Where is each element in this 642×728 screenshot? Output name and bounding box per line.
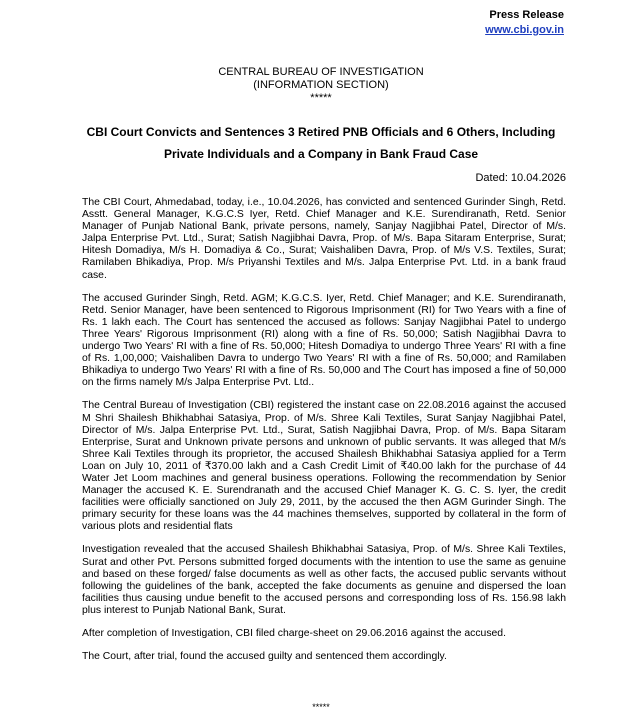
paragraph-case-registration: The Central Bureau of Investigation (CBI) registered the instant case on 22.08.2016 against the accused M Shri Shailesh Bhikhabhai Satasiya, Prop. of M/s. Shree Kali Textiles, Surat Sanjay Nagjibhai Patel, Director of M/s. Jalpa Enterprise Pvt. Ltd., Surat, Satish Nagjibhai Davra, Prop. of M/s. Bapa Sitaram Enterprise, Surat and Unknown private persons and unknown of public servants. It was alleged that M/s Shree Kali Textiles through its proprietor, the accused Shailesh Bhikhabhai Satasiya applied for a Term Loan on July 10, 2011 of ₹370.00 lakh and a Cash Credit Limit of ₹40.00 lakh for the purchase of 44 Water Jet Loom machines and general business operations. Following the recommendation by Senior Manager the accused K. E. Surendranath and the accused Chief Manager K. G. C. S. Iyer, the credit facilities were officially sanctioned on July 29, 2011, by the accused the then AGM Gurinder Singh. The primary security for these loans was the 44 machines themselves, supported by collateral in the form of various plots and residential flats [82,400,566,533]
press-release-header [485,8,564,38]
press-release-label: Press Release [489,9,564,21]
release-date: Dated: 10.04.2026 [475,172,566,184]
title-line-1: CBI Court Convicts and Sentences 3 Retired PNB Officials and 6 Others, Including [86,125,556,139]
paragraph-charge-sheet: After completion of Investigation, CBI filed charge-sheet on 29.06.2016 against the accused. [82,628,506,639]
agency-stars: ***** [310,92,332,104]
paragraph-verdict: The Court, after trial, found the accused guilty and sentenced them accordingly. [82,651,447,663]
press-release-title [60,121,582,165]
end-marker: ***** [312,702,330,712]
paragraph-sentences: The accused Gurinder Singh, Retd. AGM; K.G.C.S. Iyer, Retd. Chief Manager; and K.E. Surendiranath, Retd. Senior Manager, have been sentenced to Rigorous Imprisonment (RI) for Two Years with a fine of Rs. 1 lakh each. The Court has sentenced the accused as follows: Sanjay Nagjibhai Patel to undergo Three Years' Rigorous Imprisonment (RI) along with a fine of Rs. 50,000; Satish Nagjibhai Davra to undergo Two Years' RI with a fine of Rs. 50,000; Hitesh Domadiya to undergo Three Years' RI with a fine of Rs. 1,00,000; Vaishaliben Davra to undergo Two Years' RI with a fine of Rs. 50,000; and Ramilaben Bhikadiya to undergo Two Years' RI with a fine of Rs. 50,000 and The Court has imposed a fine of 50,000 on the firms namely M/s Jalpa Enterprise Pvt. Ltd.. [82,292,566,389]
agency-heading [0,66,642,105]
paragraph-investigation: Investigation revealed that the accused Shailesh Bhikhabhai Satasiya, Prop. of M/s. Shree Kali Textiles, Surat and other Pvt. Persons submitted forged documents with the intention to use the same as genuine and based on these forged/ false documents as well as other facts, the accused public servants without following the guidelines of the bank, accepted the fake documents as genuine and dispersed the loan facilities thus causing undue benefit to the accused persons and corresponding loss of Rs. 156.98 lakh plus interest to Punjab National Bank, Surat. [82,544,566,616]
agency-section: (INFORMATION SECTION) [253,79,389,91]
title-line-2: Private Individuals and a Company in Bank Fraud Case [163,147,479,161]
press-release-body [82,197,566,674]
paragraph-conviction: The CBI Court, Ahmedabad, today, i.e., 10.04.2026, has convicted and sentenced Gurinder Singh, Retd. Asstt. General Manager, K.G.C.S Iyer, Retd. Chief Manager and K.E. Surendiranath, Retd. Senior Manager of Punjab National Bank, private persons, namely, Sanjay Nagjibhai Patel, Director of M/s. Jalpa Enterprise Pvt. Ltd., Surat; Satish Nagjibhai Davra, Prop. of M/s. Bapa Sitaram Enterprise, Surat; Hitesh Domadiya, M/s H. Domadiya & Co., Surat; Vaishaliben Davra, Prop. of M/s V.S. Textiles, Surat; Ramilaben Bhikadiya, Prop. M/s Priyanshi Textiles and M/s. Jalpa Enterprise Pvt. Ltd. in a bank fraud case. [82,197,566,281]
agency-name: CENTRAL BUREAU OF INVESTIGATION [218,66,424,78]
website-link[interactable]: www.cbi.gov.in [485,24,564,36]
